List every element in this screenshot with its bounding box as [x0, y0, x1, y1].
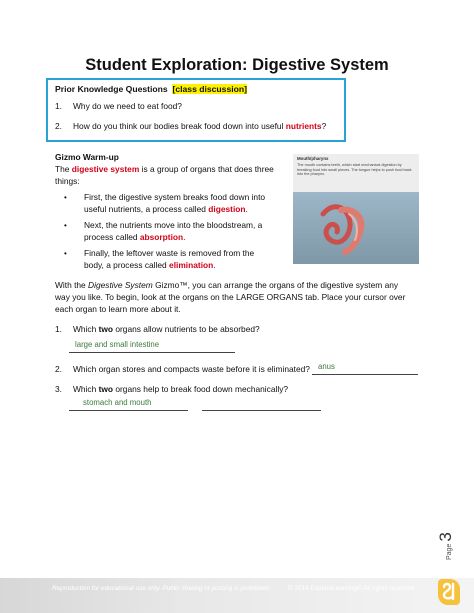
question-2: 2. Which organ stores and compacts waste before it is eliminated? — [55, 364, 310, 374]
instructions-line1: With the Digestive System Gizmo™, you can arrange the organs of the digestive system any — [55, 280, 399, 290]
page-label — [436, 520, 455, 560]
term-digestive-system: digestive system — [71, 164, 140, 174]
page-number: 3 — [436, 532, 455, 542]
bullet-icon: • — [64, 193, 67, 202]
class-discussion-tag: [class discussion] — [172, 84, 247, 94]
prior-knowledge-title: Prior Knowledge Questions — [55, 84, 168, 94]
warmup-intro-line2: things: — [55, 176, 80, 186]
bullet-3-line1: Finally, the leftover waste is removed from the — [84, 248, 255, 258]
term-elimination: elimination — [169, 260, 214, 270]
answer-text: large and small intestine — [75, 340, 160, 349]
question-1: 1. Which two organs allow nutrients to be absorbed? — [55, 324, 260, 334]
bullet-icon: • — [64, 221, 67, 230]
prior-knowledge-heading — [55, 84, 247, 94]
mouth-pharynx-icon — [293, 192, 419, 264]
answer-field-1[interactable] — [69, 339, 235, 353]
gizmo-name: Digestive System — [88, 280, 153, 290]
bullet-icon: • — [64, 249, 67, 258]
answer-text: anus — [318, 362, 335, 371]
page-word: Page — [446, 543, 453, 560]
question-text: Why do we need to eat food? — [73, 101, 182, 111]
page-title: Student Exploration: Digestive System — [85, 56, 389, 74]
term-digestion: digestion — [208, 204, 246, 214]
explorelearning-logo-icon — [438, 579, 460, 605]
question-text: How do you think our bodies break food down into useful — [73, 121, 286, 131]
question-number: 2. — [55, 364, 62, 374]
warmup-intro-line1: The digestive system is a group of organs that does three — [55, 164, 274, 174]
gizmo-caption-title: Mouth/pharynx — [297, 156, 329, 161]
question-number: 1. — [55, 324, 62, 334]
bullet-2-line1: Next, the nutrients move into the bloodstream, a — [84, 220, 263, 230]
warmup-heading: Gizmo Warm-up — [55, 152, 119, 162]
question-number: 2. — [55, 121, 62, 131]
footer-band — [0, 578, 474, 613]
footer-copyright-notice: Reproduction for educational use only. Public sharing or posting is prohibited. — [52, 585, 271, 592]
term-absorption: absorption — [139, 232, 184, 242]
question-number: 1. — [55, 101, 62, 111]
term-nutrients: nutrients — [285, 121, 322, 131]
question-number: 3. — [55, 384, 62, 394]
gizmo-caption-body: The mouth contains teeth, which start mechanical digestion by breaking food into small pieces. The tongue helps to push food back into the pharynx. — [297, 163, 412, 177]
answer-field-3b[interactable] — [202, 398, 321, 411]
answer-field-2[interactable] — [312, 362, 418, 375]
pk-question-2: 2. How do you think our bodies break food down into useful nutrients? — [55, 121, 327, 131]
gizmo-screenshot-image — [293, 154, 419, 264]
bullet-1-line1: First, the digestive system breaks food down into — [84, 192, 266, 202]
question-3: 3. Which two organs help to break food down mechanically? — [55, 384, 289, 394]
answer-field-3a[interactable] — [69, 398, 188, 411]
answer-text: stomach and mouth — [83, 398, 152, 407]
gizmo-caption — [293, 154, 419, 192]
bullet-1-line2: useful nutrients, a process called digestion. — [84, 204, 248, 214]
footer-rights: © 2014 ExploreLearning® All rights reserved — [288, 585, 415, 592]
instructions-line2: way you like. To begin, look at the organs on the LARGE ORGANS tab. Place your cursor over — [55, 292, 406, 302]
mouth-organ-illustration — [293, 192, 419, 264]
bullet-2-line2: process called absorption. — [84, 232, 186, 242]
pk-question-1 — [55, 101, 182, 113]
instructions-line3: each organ to learn more about it. — [55, 304, 181, 314]
bullet-3-line2: body, a process called elimination. — [84, 260, 216, 270]
